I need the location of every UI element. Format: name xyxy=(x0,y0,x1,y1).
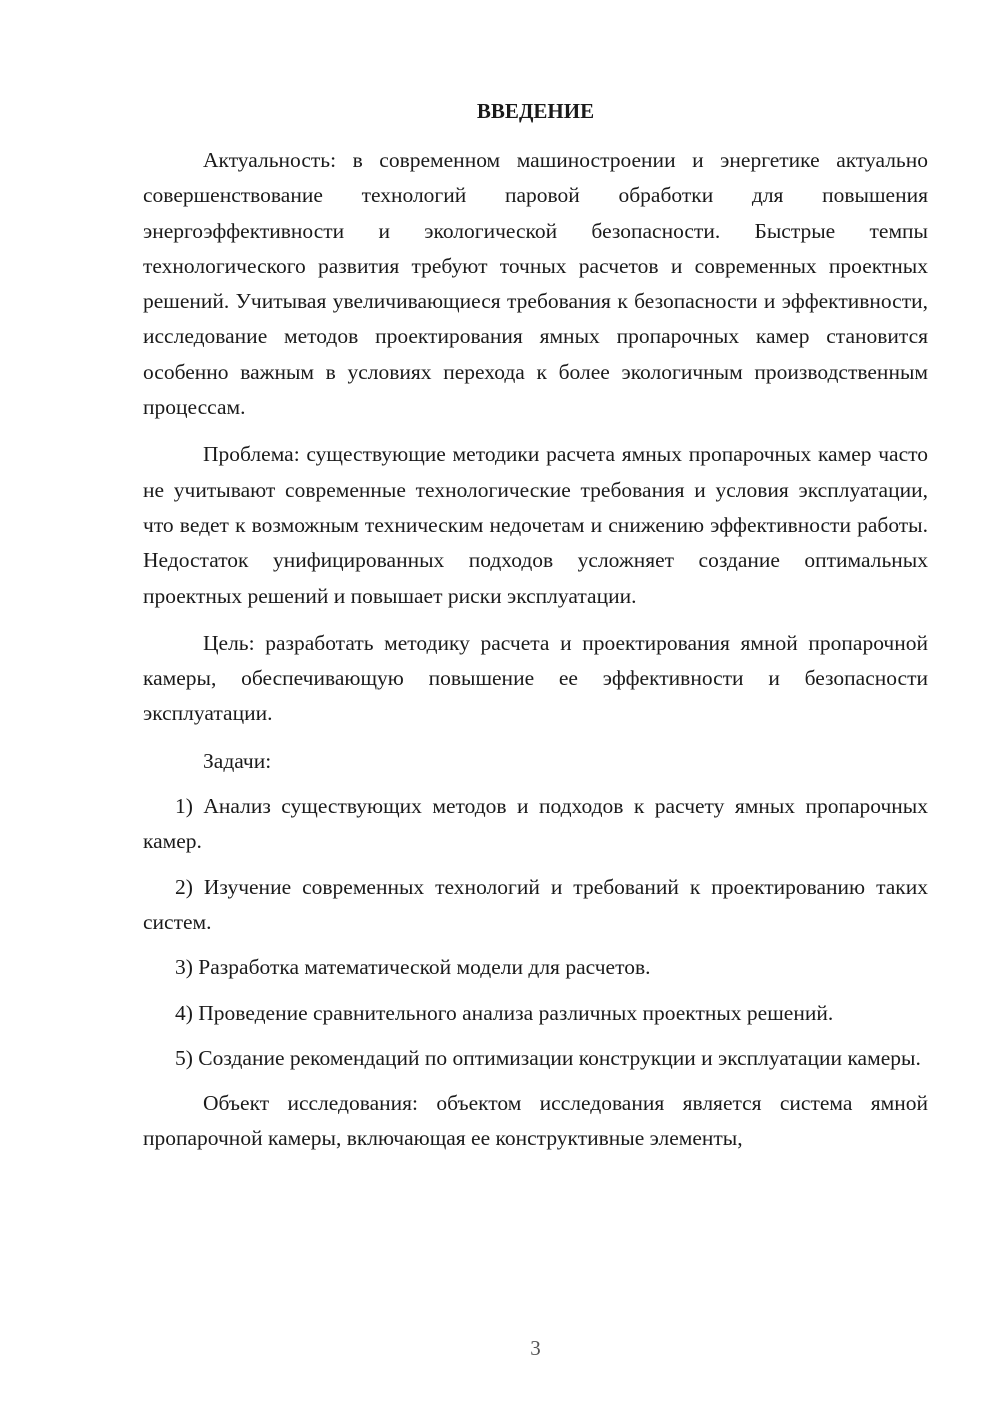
paragraph-relevance: Актуальность: в современном машиностроении и энергетике актуально совершенствование технологий паровой обработки для повышения энергоэффективности и экологической безопасности. Быстрые темпы технологического развития требуют точных расчетов и современных проектных решений. Учитывая увеличивающиеся требования к безопасности и эффективности, исследование методов проектирования ямных пропарочных камер становится особенно важным в условиях перехода к более экологичным производственным процессам. xyxy=(143,148,928,420)
document-body xyxy=(143,143,928,1157)
page-number: 3 xyxy=(530,1336,541,1360)
task-item-2: 2) Изучение современных технологий и требований к проектированию таких систем. xyxy=(143,874,928,934)
section-title: ВВЕДЕНИЕ xyxy=(476,99,595,123)
task-item-3: 3) Разработка математической модели для расчетов. xyxy=(175,955,651,980)
task-item-5: 5) Создание рекомендаций по оптимизации конструкции и эксплуатации камеры. xyxy=(175,1045,921,1070)
paragraph-goal: Цель: разработать методику расчета и проектирования ямной пропарочной камеры, обеспечивающую повышение ее эффективности и безопасности эксплуатации. xyxy=(143,630,928,726)
paragraph-object: Объект исследования: объектом исследования является система ямной пропарочной камеры, включающая ее конструктивные элементы, xyxy=(143,1091,928,1151)
task-item-4: 4) Проведение сравнительного анализа различных проектных решений. xyxy=(175,1000,834,1025)
document-page xyxy=(143,0,928,1414)
tasks-heading: Задачи: xyxy=(203,748,272,773)
task-item-1: 1) Анализ существующих методов и подходов к расчету ямных пропарочных камер. xyxy=(143,794,928,854)
paragraph-problem: Проблема: существующие методики расчета ямных пропарочных камер часто не учитывают современные технологические требования и условия эксплуатации, что ведет к возможным техническим недочетам и снижению эффективности работы. Недостаток унифицированных подходов усложняет создание оптимальных проектных решений и повышает риски эксплуатации. xyxy=(143,442,928,608)
